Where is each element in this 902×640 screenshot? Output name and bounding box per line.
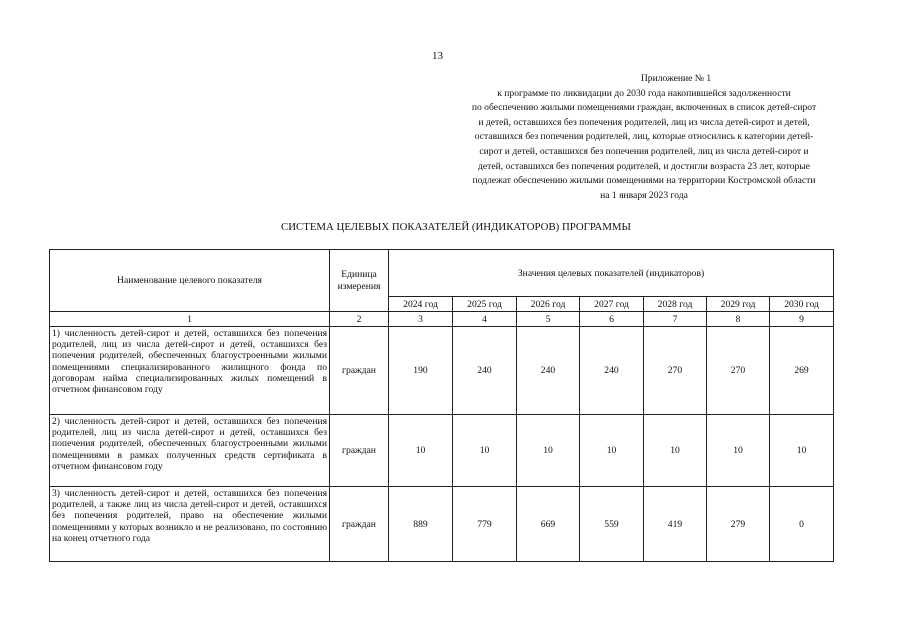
appendix-line: сирот и детей, оставшихся без попечения родителей, лиц из числа детей-сирот и bbox=[479, 145, 809, 157]
indicator-value: 10 bbox=[517, 415, 580, 487]
column-number: 5 bbox=[517, 312, 580, 327]
appendix-line: к программе по ликвидации до 2030 года накопившейся задолженности bbox=[497, 87, 791, 99]
page-number: 13 bbox=[432, 50, 443, 62]
column-number: 8 bbox=[707, 312, 770, 327]
indicator-value: 270 bbox=[707, 327, 770, 415]
appendix-line: на 1 января 2023 года bbox=[600, 189, 688, 201]
indicator-name: 1) численность детей-сирот и детей, оставшихся без попечения родителей, лиц из числа детей-сирот и детей, оставшихся без попечения родителей, обеспеченных благоустроенными жилыми помещениями специализированного жилищного фонда по договорам найма специализированных жилых помещений в отчетном финансовом году bbox=[50, 327, 330, 415]
appendix-line: по обеспечению жилыми помещениями граждан, включенных в список детей-сирот bbox=[471, 102, 817, 114]
header-year: 2024 год bbox=[389, 297, 453, 312]
appendix-line: детей, оставшихся без попечения родителей, и достигли возраста 23 лет, которые bbox=[478, 160, 810, 172]
column-number: 7 bbox=[644, 312, 707, 327]
header-indicator-name: Наименование целевого показателя bbox=[50, 250, 330, 312]
indicator-value: 240 bbox=[517, 327, 580, 415]
indicator-value: 559 bbox=[580, 487, 644, 562]
header-year: 2028 год bbox=[644, 297, 707, 312]
appendix-line: подлежат обеспечению жилыми помещениями на территории Костромской области bbox=[472, 175, 816, 187]
column-numbers-row bbox=[50, 312, 834, 327]
indicator-value: 669 bbox=[517, 487, 580, 562]
header-year: 2027 год bbox=[580, 297, 644, 312]
indicator-value: 419 bbox=[644, 487, 707, 562]
indicator-value: 889 bbox=[389, 487, 453, 562]
appendix-line: Приложение № 1 bbox=[640, 73, 712, 84]
header-year: 2026 год bbox=[517, 297, 580, 312]
column-number: 4 bbox=[453, 312, 517, 327]
indicator-value: 0 bbox=[770, 487, 834, 562]
indicator-value: 779 bbox=[453, 487, 517, 562]
column-number: 1 bbox=[50, 312, 330, 327]
indicator-name: 3) численность детей-сирот и детей, оставшихся без попечения родителей, а также лиц из числа детей-сирот и детей, оставшихся без попечения родителей, право на обеспечение жилыми помещениями у которых возникло и не реализовано, по состоянию на конец отчетного года bbox=[50, 487, 330, 562]
indicator-value: 10 bbox=[453, 415, 517, 487]
appendix-line: и детей, оставшихся без попечения родителей, лиц из числа детей-сирот и детей, bbox=[478, 116, 810, 128]
indicator-value: 10 bbox=[580, 415, 644, 487]
indicator-value: 270 bbox=[644, 327, 707, 415]
indicator-name: 2) численность детей-сирот и детей, оставшихся без попечения родителей, лиц из числа детей-сирот и детей, оставшихся без попечения родителей, обеспеченных благоустроенными жилыми помещениями в рамках полученных средств сертификата в отчетном финансовом году bbox=[50, 415, 330, 487]
column-number: 9 bbox=[770, 312, 834, 327]
indicator-value: 10 bbox=[707, 415, 770, 487]
header-year: 2029 год bbox=[707, 297, 770, 312]
header-year: 2025 год bbox=[453, 297, 517, 312]
indicator-unit: граждан bbox=[330, 327, 389, 415]
table-row bbox=[50, 415, 834, 487]
header-unit: Единица измерения bbox=[330, 250, 389, 312]
indicator-value: 190 bbox=[389, 327, 453, 415]
appendix-line: оставшихся без попечения родителей, лиц, которые относились к категории детей- bbox=[474, 131, 814, 143]
column-number: 3 bbox=[389, 312, 453, 327]
indicator-value: 10 bbox=[770, 415, 834, 487]
header-year: 2030 год bbox=[770, 297, 834, 312]
indicator-value: 279 bbox=[707, 487, 770, 562]
indicator-unit: граждан bbox=[330, 487, 389, 562]
table-row bbox=[50, 327, 834, 415]
column-number: 2 bbox=[330, 312, 389, 327]
indicator-value: 240 bbox=[453, 327, 517, 415]
header-values: Значения целевых показателей (индикаторов) bbox=[389, 250, 834, 297]
indicator-value: 240 bbox=[580, 327, 644, 415]
indicator-value: 10 bbox=[644, 415, 707, 487]
indicators-table bbox=[49, 249, 834, 562]
indicator-value: 10 bbox=[389, 415, 453, 487]
document-title: СИСТЕМА ЦЕЛЕВЫХ ПОКАЗАТЕЛЕЙ (ИНДИКАТОРОВ) ПРОГРАММЫ bbox=[281, 221, 631, 233]
appendix-header bbox=[440, 72, 848, 203]
indicator-unit: граждан bbox=[330, 415, 389, 487]
table-row bbox=[50, 487, 834, 562]
column-number: 6 bbox=[580, 312, 644, 327]
indicator-value: 269 bbox=[770, 327, 834, 415]
